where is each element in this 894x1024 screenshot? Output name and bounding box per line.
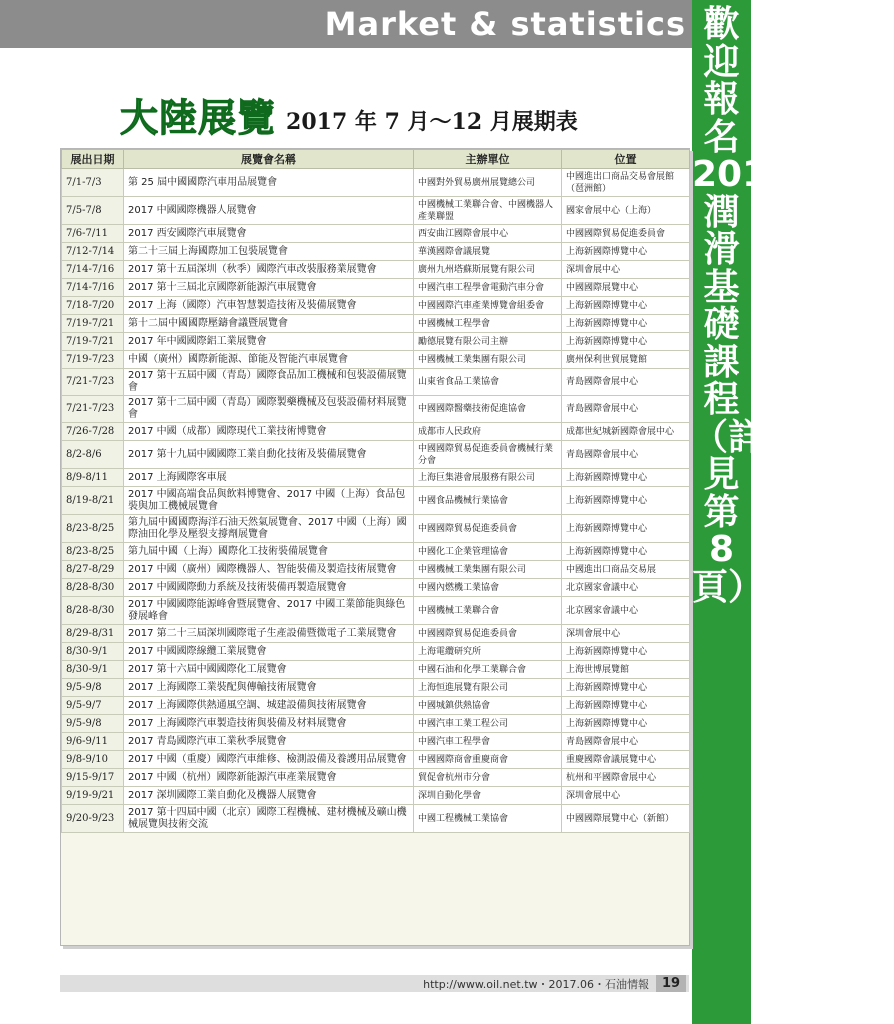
cell-exhibition-name: 2017 上海（國際）汽車智慧製造技術及裝備展覽會 bbox=[124, 297, 414, 315]
cell-organizer: 中國工程機械工業協會 bbox=[414, 805, 562, 833]
cell-location: 上海新國際博覽中心 bbox=[562, 315, 690, 333]
cell-organizer: 上海恒進展覽有限公司 bbox=[414, 679, 562, 697]
cell-location: 上海新國際博覽中心 bbox=[562, 643, 690, 661]
cell-location: 深圳會展中心 bbox=[562, 787, 690, 805]
cell-exhibition-name: 第二十三屆上海國際加工包裝展覽會 bbox=[124, 243, 414, 261]
cell-date: 7/12-7/14 bbox=[62, 243, 124, 261]
table-row bbox=[62, 579, 690, 597]
cell-date: 9/5-9/7 bbox=[62, 697, 124, 715]
cell-organizer: 中國機械工業聯合會、中國機器人產業聯盟 bbox=[414, 197, 562, 225]
table-row bbox=[62, 715, 690, 733]
table-row bbox=[62, 643, 690, 661]
cell-exhibition-name: 2017 上海國際客車展 bbox=[124, 469, 414, 487]
cell-exhibition-name: 2017 中國（杭州）國際新能源汽車產業展覽會 bbox=[124, 769, 414, 787]
cell-organizer: 中國食品機械行業協會 bbox=[414, 487, 562, 515]
cell-exhibition-name: 2017 年中國國際鋁工業展覽會 bbox=[124, 333, 414, 351]
cell-date: 7/19-7/23 bbox=[62, 351, 124, 369]
cell-location: 上海新國際博覽中心 bbox=[562, 487, 690, 515]
cell-exhibition-name: 第九屆中國（上海）國際化工技術裝備展覽會 bbox=[124, 543, 414, 561]
cell-organizer: 中國國際商會重慶商會 bbox=[414, 751, 562, 769]
cell-location: 上海新國際博覽中心 bbox=[562, 515, 690, 543]
cell-date: 8/28-8/30 bbox=[62, 579, 124, 597]
page-title-main: 大陸展覽 bbox=[120, 96, 277, 140]
cell-date: 9/5-9/8 bbox=[62, 679, 124, 697]
cell-location: 上海新國際博覽中心 bbox=[562, 297, 690, 315]
cell-location: 上海新國際博覽中心 bbox=[562, 679, 690, 697]
cell-organizer: 中國對外貿易廣州展覽總公司 bbox=[414, 169, 562, 197]
cell-date: 9/8-9/10 bbox=[62, 751, 124, 769]
cell-location: 上海新國際博覽中心 bbox=[562, 543, 690, 561]
cell-organizer: 中國汽車工程學會 bbox=[414, 733, 562, 751]
cell-exhibition-name: 2017 中國（廣州）國際機器人、智能裝備及製造技術展覽會 bbox=[124, 561, 414, 579]
cell-exhibition-name: 2017 青島國際汽車工業秋季展覽會 bbox=[124, 733, 414, 751]
table-row bbox=[62, 423, 690, 441]
table-row bbox=[62, 469, 690, 487]
cell-location: 青島國際會展中心 bbox=[562, 441, 690, 469]
cell-organizer: 中國汽車工程學會電動汽車分會 bbox=[414, 279, 562, 297]
cell-location: 中國國際貿易促進委員會 bbox=[562, 225, 690, 243]
table-row bbox=[62, 787, 690, 805]
table-row bbox=[62, 261, 690, 279]
cell-exhibition-name: 2017 深圳國際工業自動化及機器人展覽會 bbox=[124, 787, 414, 805]
cell-organizer: 深圳自動化學會 bbox=[414, 787, 562, 805]
table-row bbox=[62, 597, 690, 625]
cell-date: 9/19-9/21 bbox=[62, 787, 124, 805]
exhibition-table bbox=[61, 149, 690, 833]
header-band bbox=[0, 0, 692, 48]
table-row bbox=[62, 197, 690, 225]
column-header-date: 展出日期 bbox=[62, 150, 124, 169]
table-row bbox=[62, 333, 690, 351]
table-row bbox=[62, 369, 690, 396]
footer-text: http://www.oil.net.tw・2017.06・石油情報 bbox=[423, 978, 649, 991]
cell-organizer: 上海巨集港會展服務有限公司 bbox=[414, 469, 562, 487]
cell-location: 中國進出口商品交易會展館（琶洲館） bbox=[562, 169, 690, 197]
table-row bbox=[62, 169, 690, 197]
cell-exhibition-name: 2017 上海國際汽車製造技術與裝備及材料展覽會 bbox=[124, 715, 414, 733]
cell-exhibition-name: 2017 第十五屆中國（青島）國際食品加工機械和包裝設備展覽會 bbox=[124, 369, 414, 396]
cell-exhibition-name: 2017 第十三屆北京國際新能源汽車展覽會 bbox=[124, 279, 414, 297]
page-title-sub: 2017 年 7 月～12 月展期表 bbox=[286, 109, 578, 135]
cell-date: 7/19-7/21 bbox=[62, 315, 124, 333]
cell-location: 青島國際會展中心 bbox=[562, 733, 690, 751]
table-row bbox=[62, 561, 690, 579]
cell-organizer: 中國國際貿易促進委員會 bbox=[414, 515, 562, 543]
cell-date: 7/26-7/28 bbox=[62, 423, 124, 441]
cell-organizer: 山東省食品工業協會 bbox=[414, 369, 562, 396]
cell-location: 上海新國際博覽中心 bbox=[562, 469, 690, 487]
cell-date: 7/1-7/3 bbox=[62, 169, 124, 197]
cell-exhibition-name: 2017 上海國際供熱通風空調、城建設備與技術展覽會 bbox=[124, 697, 414, 715]
cell-organizer: 中國國際汽車產業博覽會組委會 bbox=[414, 297, 562, 315]
cell-date: 7/21-7/23 bbox=[62, 396, 124, 423]
table-row bbox=[62, 515, 690, 543]
cell-organizer: 中國國際醫藥技術促進協會 bbox=[414, 396, 562, 423]
cell-date: 7/6-7/11 bbox=[62, 225, 124, 243]
cell-exhibition-name: 2017 中國國際機器人展覽會 bbox=[124, 197, 414, 225]
table-row bbox=[62, 679, 690, 697]
table-row bbox=[62, 625, 690, 643]
cell-exhibition-name: 中國（廣州）國際新能源、節能及智能汽車展覽會 bbox=[124, 351, 414, 369]
cell-organizer: 中國機械工業集團有限公司 bbox=[414, 351, 562, 369]
cell-location: 重慶國際會議展覽中心 bbox=[562, 751, 690, 769]
table-row bbox=[62, 225, 690, 243]
cell-location: 青島國際會展中心 bbox=[562, 369, 690, 396]
cell-exhibition-name: 第九屆中國國際海洋石油天然氣展覽會、2017 中國（上海）國際油田化學及壓裂支撐劑展覽會 bbox=[124, 515, 414, 543]
cell-exhibition-name: 2017 第十四屆中國（北京）國際工程機械、建材機械及礦山機械展覽與技術交流 bbox=[124, 805, 414, 833]
footer bbox=[60, 975, 689, 992]
cell-date: 8/28-8/30 bbox=[62, 597, 124, 625]
table-row bbox=[62, 661, 690, 679]
cell-date: 7/21-7/23 bbox=[62, 369, 124, 396]
cell-location: 成都世紀城新國際會展中心 bbox=[562, 423, 690, 441]
cell-location: 青島國際會展中心 bbox=[562, 396, 690, 423]
page-number: 19 bbox=[656, 975, 686, 992]
cell-date: 7/14-7/16 bbox=[62, 279, 124, 297]
table-row bbox=[62, 751, 690, 769]
table-row bbox=[62, 769, 690, 787]
cell-location: 上海新國際博覽中心 bbox=[562, 243, 690, 261]
cell-organizer: 勵德展覽有限公司主辦 bbox=[414, 333, 562, 351]
cell-exhibition-name: 2017 第十五屆深圳（秋季）國際汽車改裝服務業展覽會 bbox=[124, 261, 414, 279]
cell-location: 深圳會展中心 bbox=[562, 261, 690, 279]
cell-organizer: 中國機械工業聯合會 bbox=[414, 597, 562, 625]
table-row bbox=[62, 733, 690, 751]
cell-date: 7/18-7/20 bbox=[62, 297, 124, 315]
table-row bbox=[62, 315, 690, 333]
cell-organizer: 上海電纜研究所 bbox=[414, 643, 562, 661]
cell-exhibition-name: 2017 中國國際動力系統及技術裝備再製造展覽會 bbox=[124, 579, 414, 597]
cell-exhibition-name: 2017 第十二屆中國（青島）國際製藥機械及包裝設備材料展覽會 bbox=[124, 396, 414, 423]
cell-date: 8/27-8/29 bbox=[62, 561, 124, 579]
table-row bbox=[62, 487, 690, 515]
column-header-location: 位置 bbox=[562, 150, 690, 169]
table-row bbox=[62, 351, 690, 369]
table-row bbox=[62, 279, 690, 297]
cell-organizer: 廣州九州塔蘇斯展覽有限公司 bbox=[414, 261, 562, 279]
cell-organizer: 中國內燃機工業協會 bbox=[414, 579, 562, 597]
cell-organizer: 西安曲江國際會展中心 bbox=[414, 225, 562, 243]
cell-organizer: 華漢國際會議展覽 bbox=[414, 243, 562, 261]
cell-location: 上海新國際博覽中心 bbox=[562, 715, 690, 733]
cell-location: 中國進出口商品交易展 bbox=[562, 561, 690, 579]
cell-exhibition-name: 2017 中國國際能源峰會暨展覽會、2017 中國工業節能與綠色發展峰會 bbox=[124, 597, 414, 625]
cell-date: 8/30-9/1 bbox=[62, 643, 124, 661]
cell-location: 杭州和平國際會展中心 bbox=[562, 769, 690, 787]
cell-organizer: 中國汽車工業工程公司 bbox=[414, 715, 562, 733]
cell-organizer: 成都市人民政府 bbox=[414, 423, 562, 441]
cell-exhibition-name: 2017 中國高端食品與飲料博覽會、2017 中國（上海）食品包裝與加工機械展覽會 bbox=[124, 487, 414, 515]
cell-organizer: 中國石油和化學工業聯合會 bbox=[414, 661, 562, 679]
cell-date: 8/9-8/11 bbox=[62, 469, 124, 487]
cell-location: 上海新國際博覽中心 bbox=[562, 697, 690, 715]
cell-date: 9/15-9/17 bbox=[62, 769, 124, 787]
cell-exhibition-name: 2017 中國（成都）國際現代工業技術博覽會 bbox=[124, 423, 414, 441]
cell-date: 7/5-7/8 bbox=[62, 197, 124, 225]
exhibition-table-container bbox=[60, 148, 690, 946]
cell-organizer: 中國機械工程學會 bbox=[414, 315, 562, 333]
cell-exhibition-name: 2017 中國（重慶）國際汽車維修、檢測設備及養護用品展覽會 bbox=[124, 751, 414, 769]
cell-organizer: 中國國際貿易促進委員會 bbox=[414, 625, 562, 643]
cell-organizer: 中國化工企業管理協會 bbox=[414, 543, 562, 561]
cell-organizer: 貿促會杭州市分會 bbox=[414, 769, 562, 787]
cell-organizer: 中國城鎮供熱協會 bbox=[414, 697, 562, 715]
cell-exhibition-name: 2017 第二十三屆深圳國際電子生產設備暨微電子工業展覽會 bbox=[124, 625, 414, 643]
cell-date: 8/23-8/25 bbox=[62, 515, 124, 543]
cell-date: 8/29-8/31 bbox=[62, 625, 124, 643]
cell-location: 國家會展中心（上海） bbox=[562, 197, 690, 225]
cell-location: 深圳會展中心 bbox=[562, 625, 690, 643]
cell-exhibition-name: 2017 西安國際汽車展覽會 bbox=[124, 225, 414, 243]
cell-date: 8/19-8/21 bbox=[62, 487, 124, 515]
table-row bbox=[62, 543, 690, 561]
cell-exhibition-name: 2017 第十六屆中國國際化工展覽會 bbox=[124, 661, 414, 679]
side-banner-text: 歡迎報名 2017/6/22 潤滑基礎課程（詳見第8頁） bbox=[692, 4, 894, 608]
cell-exhibition-name: 2017 中國國際線纜工業展覽會 bbox=[124, 643, 414, 661]
cell-date: 8/2-8/6 bbox=[62, 441, 124, 469]
table-row bbox=[62, 297, 690, 315]
cell-exhibition-name: 2017 第十九屆中國國際工業自動化技術及裝備展覽會 bbox=[124, 441, 414, 469]
cell-location: 上海新國際博覽中心 bbox=[562, 333, 690, 351]
cell-date: 9/5-9/8 bbox=[62, 715, 124, 733]
cell-organizer: 中國機械工業集團有限公司 bbox=[414, 561, 562, 579]
cell-date: 9/6-9/11 bbox=[62, 733, 124, 751]
page-title bbox=[120, 90, 578, 142]
table-header-row bbox=[62, 150, 690, 169]
cell-date: 9/20-9/23 bbox=[62, 805, 124, 833]
cell-location: 上海世博展覽館 bbox=[562, 661, 690, 679]
cell-location: 中國國際展覽中心 bbox=[562, 279, 690, 297]
section-title: Market & statistics bbox=[324, 5, 686, 43]
cell-location: 中國國際展覽中心（新館） bbox=[562, 805, 690, 833]
table-row bbox=[62, 805, 690, 833]
table-body bbox=[62, 169, 690, 833]
table-row bbox=[62, 243, 690, 261]
table-row bbox=[62, 697, 690, 715]
cell-location: 北京國家會議中心 bbox=[562, 597, 690, 625]
column-header-name: 展覽會名稱 bbox=[124, 150, 414, 169]
cell-date: 7/19-7/21 bbox=[62, 333, 124, 351]
cell-date: 7/14-7/16 bbox=[62, 261, 124, 279]
table-row bbox=[62, 441, 690, 469]
cell-location: 廣州保利世貿展覽館 bbox=[562, 351, 690, 369]
cell-exhibition-name: 2017 上海國際工業裝配與傳輸技術展覽會 bbox=[124, 679, 414, 697]
cell-date: 8/30-9/1 bbox=[62, 661, 124, 679]
cell-exhibition-name: 第十二屆中國國際壓鑄會議暨展覽會 bbox=[124, 315, 414, 333]
column-header-organizer: 主辦單位 bbox=[414, 150, 562, 169]
cell-date: 8/23-8/25 bbox=[62, 543, 124, 561]
side-banner bbox=[692, 0, 894, 1024]
cell-exhibition-name: 第 25 屆中國國際汽車用品展覽會 bbox=[124, 169, 414, 197]
cell-organizer: 中國國際貿易促進委員會機械行業分會 bbox=[414, 441, 562, 469]
table-row bbox=[62, 396, 690, 423]
cell-location: 北京國家會議中心 bbox=[562, 579, 690, 597]
